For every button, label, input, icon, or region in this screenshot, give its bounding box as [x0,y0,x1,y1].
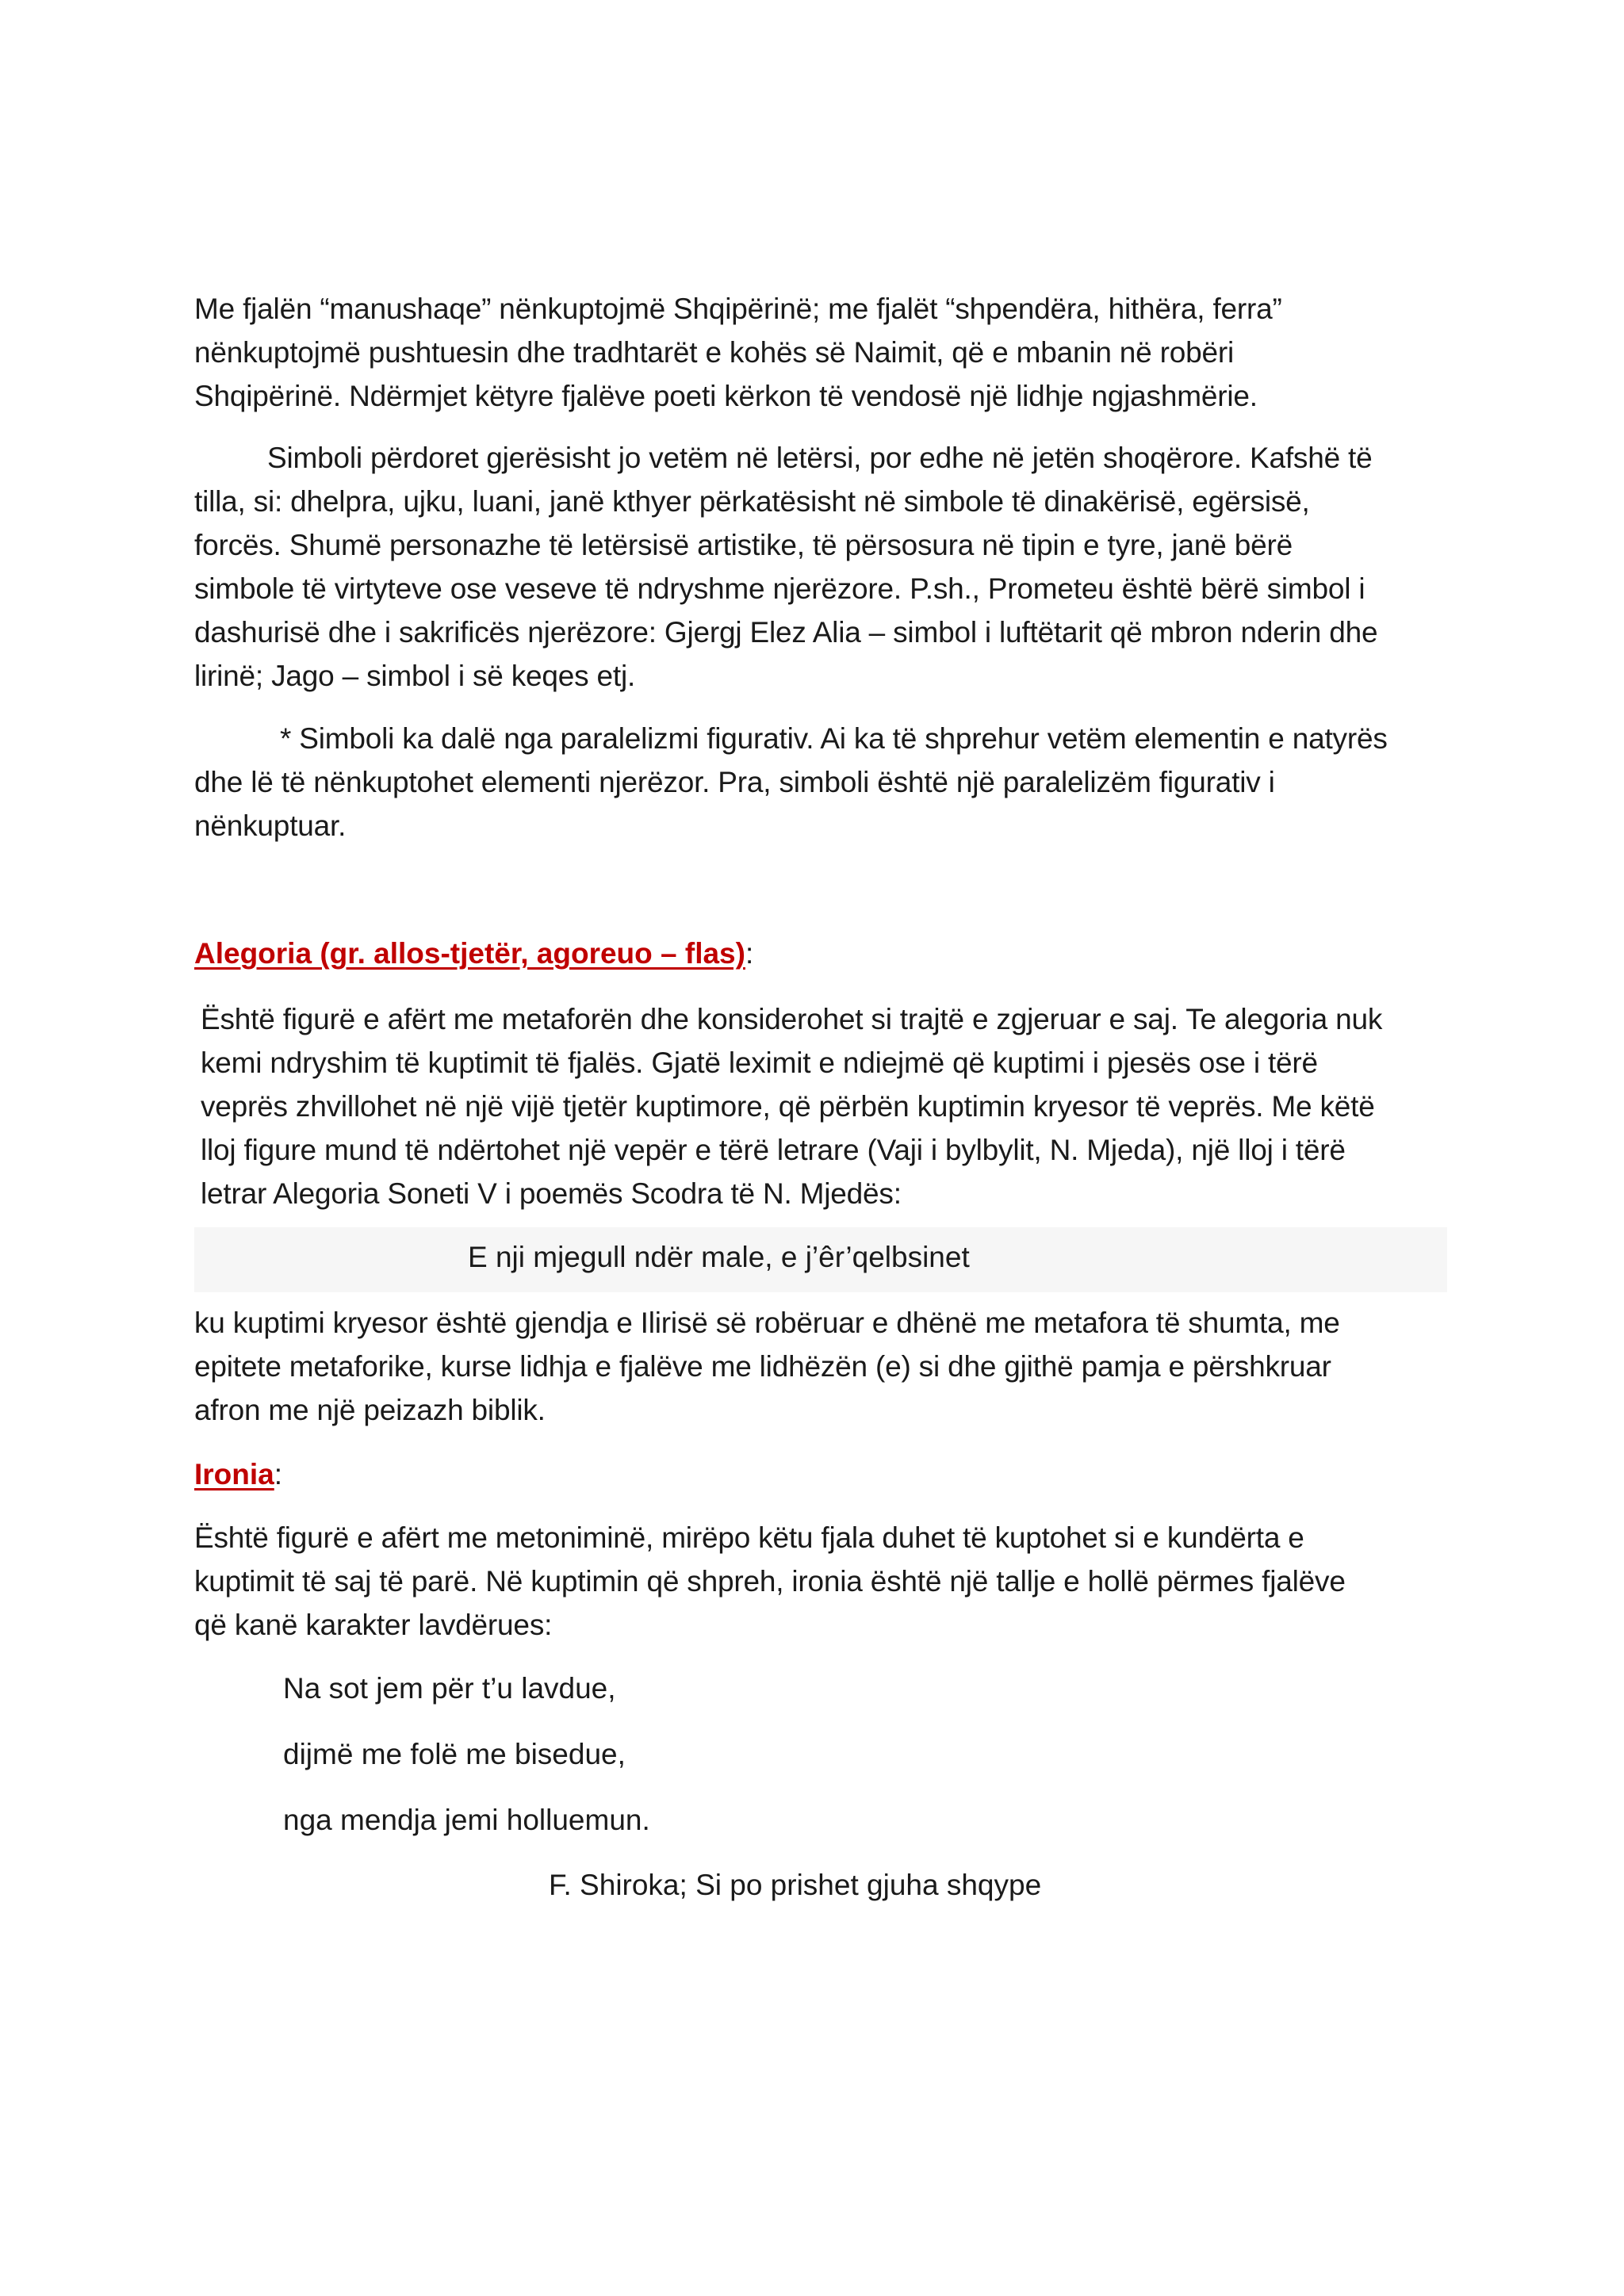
verse-line: Na sot jem për t’u lavdue, [283,1672,616,1705]
text-line: që kanë karakter lavdërues: [194,1609,553,1641]
text-line: epitete metaforike, kurse lidhja e fjalëve me lidhëzën (e) si dhe gjithë pamja e përshkruar [194,1350,1331,1383]
text-line: nënkuptuar. [194,809,347,842]
text-line: kemi ndryshim të kuptimit të fjalës. Gjatë leximit e ndiejmë që kuptimi i pjesës ose i tërë [201,1047,1318,1079]
heading-label: Alegoria (gr. allos-tjetër, agoreuo – flas) [194,937,745,970]
section-heading-alegoria [194,932,753,975]
text-line: dhe lë të nënkuptohet elementi njerëzor. Pra, simboli është një paralelizëm figurativ i [194,766,1275,798]
text-line: afron me një peizazh biblik. [194,1394,546,1426]
heading-colon: : [745,937,754,970]
text-line: ku kuptimi kryesor është gjendja e Ilirisë së robëruar e dhënë me metafora të shumta, me [194,1307,1340,1339]
text-line: lirinë; Jago – simbol i së keqes etj. [194,660,636,692]
text-line: tilla, si: dhelpra, ujku, luani, janë kthyer përkatësisht në simbole të dinakërisë, egërsisë, [194,485,1310,518]
paragraph-alegoria-explanation [194,1301,1447,1432]
verse-line: dijmë me folë me bisedue, [283,1738,626,1770]
heading-label: Ironia [194,1458,274,1490]
quote-verse: E nji mjegull ndër male, e j’êr’qelbsinet [468,1241,970,1273]
text-line: nënkuptojmë pushtuesin dhe tradhtarët e kohës së Naimit, që e mbanin në robëri [194,336,1235,369]
text-line: dashurisë dhe i sakrificës njerëzore: Gjergj Elez Alia – simbol i luftëtarit që mbron nderin dhe [194,616,1378,649]
text-line: Është figurë e afërt me metoniminë, mirëpo këtu fjala duhet të kuptohet si e kundërta e [194,1521,1304,1554]
paragraph-manushaqe [194,287,1447,418]
text-line: forcës. Shumë personazhe të letërsisë artistike, të përsosura në tipin e tyre, janë bërë [194,529,1293,561]
heading-colon: : [274,1458,283,1490]
section-heading-ironia [194,1452,282,1496]
verse-attribution: F. Shiroka; Si po prishet gjuha shqype [549,1869,1042,1901]
text-line: Me fjalën “manushaqe” nënkuptojmë Shqipërinë; me fjalët “shpendëra, hithëra, ferra” [194,293,1282,325]
text-line: kuptimit të saj të parë. Në kuptimin që shpreh, ironia është një tallje e hollë përmes fjalëve [194,1565,1346,1598]
text-line: veprës zhvillohet në një vijë tjetër kuptimore, që përbën kuptimin kryesor të veprës. Me këtë [201,1090,1375,1123]
text-line: lloj figure mund të ndërtohet një vepër e tërë letrare (Vaji i bylbylit, N. Mjeda), një lloj i tërë [201,1134,1346,1166]
paragraph-alegoria [201,997,1454,1215]
text-line: Simboli përdoret gjerësisht jo vetëm në letërsi, por edhe në jetën shoqërore. Kafshë të [267,442,1373,474]
text-line: Shqipërinë. Ndërmjet këtyre fjalëve poeti kërkon të vendosë një lidhje ngjashmërie. [194,380,1258,412]
verse-line: nga mendja jemi holluemun. [283,1804,650,1836]
paragraph-ironia [194,1516,1447,1647]
text-line: simbole të virtyteve ose veseve të ndryshme njerëzore. P.sh., Prometeu është bërë simbol i [194,572,1365,605]
paragraph-simboli [194,436,1447,698]
text-line: letrar Alegoria Soneti V i poemës Scodra të N. Mjedës: [201,1177,902,1210]
paragraph-paralelizmi [194,717,1447,848]
text-line: * Simboli ka dalë nga paralelizmi figurativ. Ai ka të shprehur vetëm elementin e natyrës [280,722,1388,755]
text-line: Është figurë e afërt me metaforën dhe konsiderohet si trajtë e zgjeruar e saj. Te alegoria nuk [201,1003,1383,1035]
